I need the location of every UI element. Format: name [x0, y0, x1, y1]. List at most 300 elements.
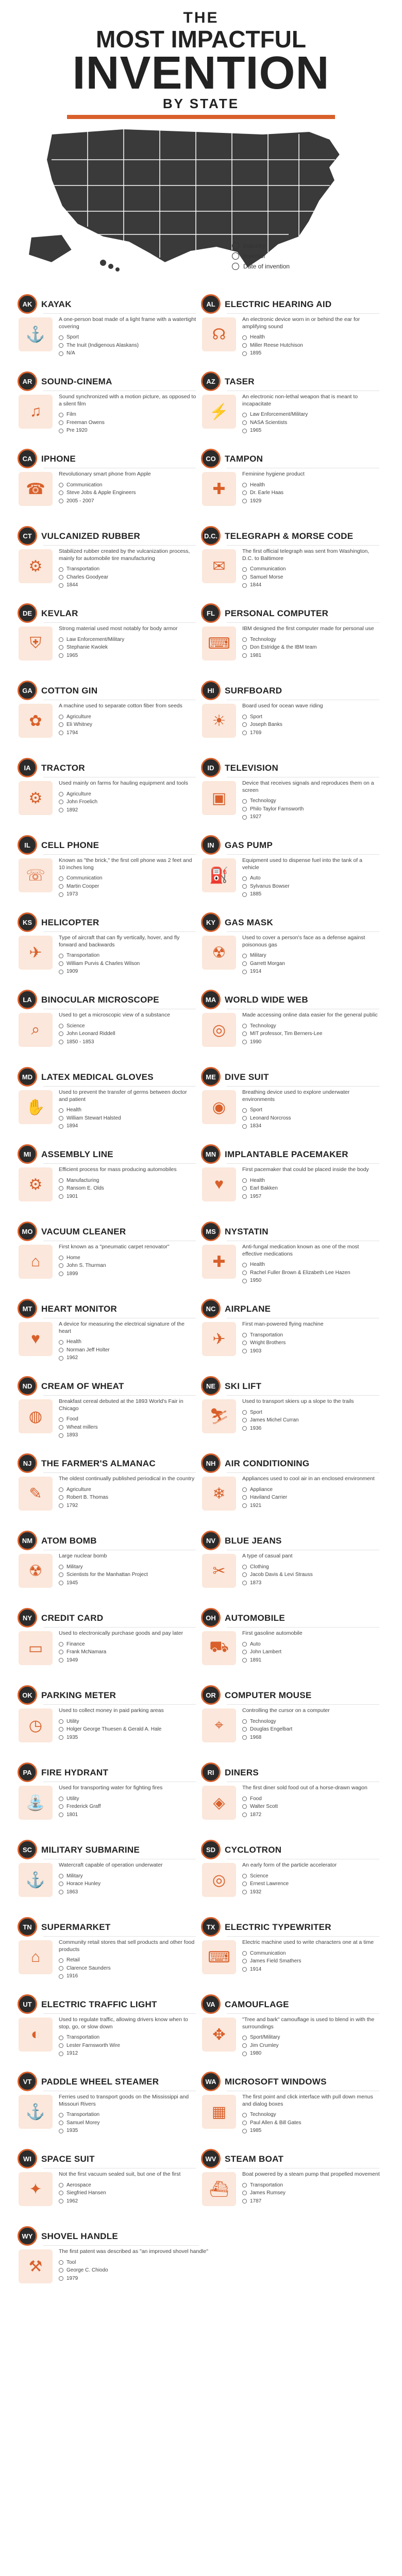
date-line: 1980: [242, 2049, 380, 2058]
invention-description: The first official telegraph was sent from Washington, D.C. to Baltimore: [242, 548, 370, 562]
industry-line: Utility: [59, 1795, 197, 1803]
date-line: 2005 - 2007: [59, 497, 197, 505]
industry-line: Sport: [242, 713, 380, 721]
invention-title: TASER: [225, 376, 255, 386]
invention-card: [201, 598, 384, 675]
invention-card: [201, 984, 384, 1061]
inventor-line: Douglas Engelbart: [242, 1725, 380, 1734]
industry-line: Technology: [242, 636, 380, 644]
invention-description: Stabilized rubber created by the vulcanization process, mainly for automobile tire manufacturing: [59, 548, 190, 562]
industry-line: Law Enforcement/Military: [59, 636, 197, 644]
card-divider: [43, 1086, 196, 1087]
inventor-icon: [59, 1882, 63, 1886]
state-badge: VA: [201, 1994, 221, 2014]
invention-description: A machine used to separate cotton fiber from seeds: [59, 703, 182, 709]
calendar-icon: [59, 351, 63, 356]
invention-card: [201, 366, 384, 443]
invention-icon: ⛽: [202, 858, 236, 892]
date-line: N/A: [59, 349, 197, 358]
calendar-icon: [242, 2199, 247, 2204]
calendar-icon: [242, 815, 247, 820]
state-badge: NY: [18, 1608, 37, 1628]
card-divider: [43, 2245, 199, 2246]
invention-card: [18, 1061, 201, 1139]
state-badge: SC: [18, 1840, 37, 1859]
inventor-icon: [232, 252, 239, 260]
invention-icon: ❄: [202, 1477, 236, 1511]
inventor-line: Sylvanus Bowser: [242, 883, 380, 891]
invention-icon: ♥: [19, 1322, 53, 1356]
industry-icon: [59, 2260, 63, 2265]
industry-line: Transportation: [59, 2111, 197, 2119]
industry-icon: [59, 1797, 63, 1801]
industry-line: Manufacturing: [59, 1177, 197, 1185]
invention-card: [201, 1911, 384, 1989]
calendar-icon: [59, 731, 63, 735]
invention-card: [18, 443, 201, 520]
invention-title: PARKING METER: [41, 1690, 116, 1700]
inventor-line: James Field Smathers: [242, 1957, 380, 1965]
date-line: 1903: [242, 1347, 380, 1355]
invention-title: CAMOUFLAGE: [225, 1999, 289, 2009]
calendar-icon: [242, 892, 247, 897]
invention-icon: ⌨: [202, 626, 236, 660]
calendar-icon: [59, 499, 63, 503]
card-divider: [227, 854, 379, 855]
industry-line: Health: [242, 1177, 380, 1185]
industry-line: Technology: [242, 797, 380, 805]
industry-line: Technology: [242, 1718, 380, 1726]
calendar-icon: [59, 429, 63, 433]
invention-description: Equipment used to dispense fuel into the tank of a vehicle: [242, 857, 362, 871]
legend-industry: Industry: [232, 242, 290, 249]
calendar-icon: [242, 1890, 247, 1894]
legend: [232, 242, 290, 273]
inventor-line: Philo Taylor Farnsworth: [242, 805, 380, 814]
invention-icon: ◐: [19, 2018, 53, 2052]
invention-icon: ◍: [19, 1399, 53, 1433]
inventor-line: Holger George Thuesen & Gerald A. Hale: [59, 1725, 197, 1734]
inventor-line: Jacob Davis & Levi Strauss: [242, 1571, 380, 1579]
title-most: MOST IMPACTFUL: [96, 26, 306, 53]
state-badge: KY: [201, 912, 221, 932]
industry-icon: [242, 483, 247, 487]
state-badge: VT: [18, 2072, 37, 2091]
date-line: 1863: [59, 1888, 197, 1896]
card-divider: [43, 1627, 196, 1628]
invention-description: A type of casual pant: [242, 1553, 293, 1559]
industry-line: Military: [59, 1872, 197, 1880]
calendar-icon: [242, 1279, 247, 1283]
industry-icon: [59, 792, 63, 796]
invention-card: [18, 1293, 201, 1370]
invention-icon: ◈: [202, 1786, 236, 1820]
invention-description: Feminine hygiene product: [242, 471, 305, 477]
industry-line: Appliance: [242, 1486, 380, 1494]
invention-title: AIRPLANE: [225, 1303, 271, 1314]
inventor-icon: [59, 2121, 63, 2125]
industry-icon: [59, 715, 63, 719]
inventor-line: Steve Jobs & Apple Engineers: [59, 489, 197, 497]
calendar-icon: [242, 1503, 247, 1508]
date-line: 1968: [242, 1734, 380, 1742]
invention-icon: ✈: [19, 936, 53, 970]
invention-title: SOUND-CINEMA: [41, 376, 112, 386]
card-divider: [227, 1395, 379, 1396]
inventor-line: Samuel Morse: [242, 573, 380, 582]
inventor-line: William Purvis & Charles Wilson: [59, 960, 197, 968]
calendar-icon: [59, 1974, 63, 1979]
us-map: [0, 118, 402, 289]
invention-title: ELECTRIC TYPEWRITER: [225, 1922, 331, 1932]
date-line: 1962: [59, 1354, 197, 1362]
invention-card: [18, 1370, 201, 1448]
inventor-icon: [59, 961, 63, 966]
invention-card: [201, 1370, 384, 1448]
invention-description: Board used for ocean wave riding: [242, 703, 323, 709]
date-line: 1932: [242, 1888, 380, 1896]
inventor-line: Martin Cooper: [59, 883, 197, 891]
inventor-icon: [242, 2121, 247, 2125]
calendar-icon: [59, 2199, 63, 2204]
state-badge: SD: [201, 1840, 221, 1859]
state-badge: OR: [201, 1685, 221, 1705]
industry-icon: [59, 1719, 63, 1724]
invention-icon: ◉: [202, 1090, 236, 1124]
inventor-line: Paul Allen & Bill Gates: [242, 2119, 380, 2127]
invention-title: CREDIT CARD: [41, 1613, 104, 1623]
industry-line: Transportation: [242, 2181, 380, 2190]
inventor-line: Dr. Earle Haas: [242, 489, 380, 497]
inventor-line: Miller Reese Hutchison: [242, 342, 380, 350]
invention-card: [18, 829, 201, 907]
industry-icon: [242, 567, 247, 572]
industry-icon: [59, 413, 63, 417]
inventor-line: Freeman Owens: [59, 419, 197, 427]
card-divider: [227, 545, 379, 546]
industry-icon: [242, 2113, 247, 2117]
invention-icon: ⌂: [19, 1940, 53, 1974]
inventor-line: Ernest Lawrence: [242, 1880, 380, 1888]
date-line: 1965: [59, 652, 197, 660]
invention-title: PADDLE WHEEL STEAMER: [41, 2076, 159, 2087]
calendar-icon: [242, 1124, 247, 1129]
invention-description: A device for measuring the electrical signature of the heart: [59, 1321, 185, 1334]
industry-line: Transportation: [59, 565, 197, 573]
industry-icon: [242, 1719, 247, 1724]
calendar-icon: [59, 808, 63, 812]
invention-icon: ⚙: [19, 549, 53, 583]
invention-icon: ⚙: [19, 781, 53, 815]
inventor-icon: [59, 1263, 63, 1268]
calendar-icon: [242, 429, 247, 433]
invention-icon: ☀: [202, 704, 236, 738]
card-divider: [227, 313, 379, 314]
invention-icon: ▦: [202, 2095, 236, 2129]
date-line: 1893: [59, 1431, 197, 1439]
inventor-icon: [242, 2191, 247, 2195]
invention-card: [18, 1602, 201, 1680]
invention-title: ELECTRIC TRAFFIC LIGHT: [41, 1999, 157, 2009]
calendar-icon: [59, 1356, 63, 1361]
industry-line: Tool: [59, 2259, 380, 2267]
industry-line: Communication: [242, 565, 380, 573]
inventor-icon: [59, 1116, 63, 1121]
state-badge: NC: [201, 1299, 221, 1318]
date-line: 1965: [242, 427, 380, 435]
invention-icon: ✦: [19, 2172, 53, 2206]
invention-card: [18, 1757, 201, 1834]
invention-icon: ♫: [19, 395, 53, 429]
invention-description: An electronic device worn in or behind the ear for amplifying sound: [242, 316, 360, 330]
invention-icon: ⚙: [19, 1167, 53, 1201]
calendar-icon: [242, 1040, 247, 1044]
state-badge: CA: [18, 449, 37, 468]
calendar-icon: [242, 351, 247, 356]
state-badge: AR: [18, 371, 37, 391]
industry-line: Military: [59, 1563, 197, 1571]
industry-line: Transportation: [59, 952, 197, 960]
inventor-icon: [242, 420, 247, 425]
invention-card: [18, 984, 201, 1061]
invention-card: [18, 1834, 201, 1911]
invention-card: [18, 907, 201, 984]
inventor-icon: [242, 1186, 247, 1191]
invention-description: Used to cover a person's face as a defense against poisonous gas: [242, 935, 365, 948]
invention-description: IBM designed the first computer made for personal use: [242, 625, 374, 632]
industry-line: Law Enforcement/Military: [242, 411, 380, 419]
inventor-line: The Inuit (Indigenous Alaskans): [59, 342, 197, 350]
inventor-icon: [242, 1495, 247, 1500]
invention-card: [18, 675, 201, 752]
industry-icon: [242, 1024, 247, 1028]
invention-title: VACUUM CLEANER: [41, 1226, 126, 1236]
state-badge: CO: [201, 449, 221, 468]
industry-line: Food: [242, 1795, 380, 1803]
invention-title: PERSONAL COMPUTER: [225, 608, 329, 618]
invention-card: [201, 1757, 384, 1834]
inventor-line: Charles Goodyear: [59, 573, 197, 582]
date-line: 1873: [242, 1579, 380, 1587]
date-line: 1891: [242, 1656, 380, 1665]
inventor-line: Ransom E. Olds: [59, 1184, 197, 1193]
invention-description: The oldest continually published periodical in the country: [59, 1476, 195, 1482]
invention-title: CELL PHONE: [41, 840, 99, 850]
invention-description: Not the first vacuum sealed suit, but one of the first: [59, 2171, 181, 2177]
industry-icon: [59, 1417, 63, 1422]
invention-icon: ⛟: [202, 1631, 236, 1665]
invention-description: An electronic non-lethal weapon that is meant to incapacitate: [242, 394, 358, 407]
inventor-icon: [242, 1418, 247, 1422]
inventor-icon: [59, 490, 63, 495]
invention-icon: ⚒: [19, 2249, 53, 2283]
invention-card: [18, 2143, 201, 2221]
invention-title: HEART MONITOR: [41, 1303, 118, 1314]
invention-description: Breathing device used to explore underwater environments: [242, 1089, 350, 1103]
industry-icon: [242, 1565, 247, 1569]
inventor-icon: [59, 1572, 63, 1577]
invention-icon: ☊: [202, 317, 236, 351]
invention-title: LATEX MEDICAL GLOVES: [41, 1072, 154, 1082]
industry-icon: [59, 483, 63, 487]
date-line: 1894: [59, 1122, 197, 1130]
date-line: 1834: [242, 1122, 380, 1130]
date-line: 1872: [242, 1811, 380, 1819]
invention-title: ATOM BOMB: [41, 1535, 97, 1546]
inventor-line: James Rumsey: [242, 2189, 380, 2197]
state-badge: ID: [201, 758, 221, 777]
inventor-icon: [59, 343, 63, 348]
invention-description: The first patent was described as "an improved shovel handle": [59, 2248, 208, 2255]
industry-line: Technology: [242, 1022, 380, 1030]
card-divider: [43, 854, 196, 855]
state-badge: MD: [18, 1067, 37, 1087]
state-badge: MO: [18, 1222, 37, 1241]
inventor-line: Haviland Carrier: [242, 1494, 380, 1502]
date-line: 1892: [59, 806, 197, 815]
invention-card: [18, 1139, 201, 1216]
invention-icon: ⌨: [202, 1940, 236, 1974]
state-badge: FL: [201, 603, 221, 623]
invention-icon: ☢: [19, 1554, 53, 1588]
industry-icon: [242, 1642, 247, 1647]
invention-card: [201, 829, 384, 907]
invention-icon: ⚓: [19, 317, 53, 351]
invention-icon: ⛴: [202, 2172, 236, 2206]
inventor-icon: [242, 1882, 247, 1886]
inventor-icon: [242, 343, 247, 348]
invention-title: THE FARMER'S ALMANAC: [41, 1458, 156, 1468]
invention-title: CYCLOTRON: [225, 1844, 282, 1855]
invention-card: [18, 2066, 201, 2143]
industry-icon: [59, 2036, 63, 2040]
state-badge: OK: [18, 1685, 37, 1705]
invention-card: [201, 520, 384, 598]
invention-icon: ☢: [202, 936, 236, 970]
invention-card: [201, 907, 384, 984]
inventor-line: Samuel Morey: [59, 2119, 197, 2127]
calendar-icon: [242, 1658, 247, 1663]
invention-description: The first point and click interface with pull down menus and dialog boxes: [242, 2094, 373, 2107]
invention-title: MICROSOFT WINDOWS: [225, 2076, 327, 2087]
industry-icon: [242, 335, 247, 340]
calendar-icon: [59, 2276, 63, 2281]
invention-icon: ◎: [202, 1013, 236, 1047]
invention-icon: ✂: [202, 1554, 236, 1588]
calendar-icon: [242, 2129, 247, 2133]
calendar-icon: [59, 892, 63, 897]
calendar-icon: [242, 583, 247, 588]
state-badge: DE: [18, 603, 37, 623]
industry-icon: [59, 954, 63, 958]
inventor-line: Joseph Banks: [242, 721, 380, 729]
date-line: 1990: [242, 1038, 380, 1046]
inventor-icon: [59, 1495, 63, 1500]
invention-title: HELICOPTER: [41, 917, 99, 927]
invention-title: BINOCULAR MICROSCOPE: [41, 994, 159, 1005]
card-divider: [43, 2013, 196, 2014]
invention-description: Appliances used to cool air in an enclosed environment: [242, 1476, 375, 1482]
card-divider: [43, 545, 196, 546]
invention-icon: ✎: [19, 1477, 53, 1511]
date-line: 1850 - 1853: [59, 1038, 197, 1046]
invention-description: A one-person boat made of a light frame with a watertight covering: [59, 316, 196, 330]
invention-icon: ☎: [19, 472, 53, 506]
date-line: 1949: [59, 1656, 197, 1665]
invention-card: [201, 1293, 384, 1370]
inventor-icon: [242, 807, 247, 811]
industry-icon: [59, 637, 63, 642]
inventor-icon: [59, 1804, 63, 1809]
industry-icon: [242, 1487, 247, 1492]
invention-icon: ♥: [202, 1167, 236, 1201]
date-line: 1794: [59, 729, 197, 737]
card-divider: [227, 1704, 379, 1705]
calendar-icon: [242, 1735, 247, 1740]
state-badge: WV: [201, 2149, 221, 2168]
invention-description: First pacemaker that could be placed inside the body: [242, 1166, 369, 1173]
industry-line: Retail: [59, 1956, 197, 1964]
invention-title: GAS MASK: [225, 917, 274, 927]
inventor-icon: [242, 1116, 247, 1121]
state-badge: MI: [18, 1144, 37, 1164]
card-divider: [227, 1472, 379, 1473]
calendar-icon: [59, 2052, 63, 2056]
state-badge: CT: [18, 526, 37, 546]
card-divider: [227, 931, 379, 932]
date-line: 1787: [242, 2197, 380, 2206]
invention-card: [201, 1525, 384, 1602]
calendar-icon: [59, 1124, 63, 1129]
industry-line: Communication: [242, 1950, 380, 1958]
invention-description: Controlling the cursor on a computer: [242, 1707, 330, 1714]
date-line: 1935: [59, 2127, 197, 2135]
industry-line: Sport: [242, 1106, 380, 1114]
card-divider: [227, 1163, 379, 1164]
inventor-line: Eli Whitney: [59, 721, 197, 729]
legend-inventor: Inventor: [232, 252, 290, 260]
state-badge: UT: [18, 1994, 37, 2014]
industry-line: Health: [242, 333, 380, 342]
invention-card: [201, 1834, 384, 1911]
state-badge: MT: [18, 1299, 37, 1318]
date-line: 1792: [59, 1502, 197, 1510]
invention-icon: ☏: [19, 858, 53, 892]
invention-title: CREAM OF WHEAT: [41, 1381, 124, 1391]
inventor-icon: [59, 1650, 63, 1654]
industry-icon: [242, 1178, 247, 1183]
inventor-icon: [59, 884, 63, 889]
invention-card: [18, 752, 201, 829]
invention-card: [201, 2143, 384, 2221]
invention-icon: ⌂: [19, 1245, 53, 1279]
state-badge: WY: [18, 2226, 37, 2246]
state-badge: NJ: [18, 1453, 37, 1473]
state-badge: NV: [201, 1531, 221, 1550]
industry-line: Sport: [59, 333, 197, 342]
industry-line: Home: [59, 1254, 197, 1262]
date-line: 1962: [59, 2197, 197, 2206]
invention-card: [18, 520, 201, 598]
invention-description: Type of aircraft that can fly vertically, hover, and fly forward and backwards: [59, 935, 180, 948]
inventor-line: Horace Hunley: [59, 1880, 197, 1888]
invention-description: Strong material used most notably for body armor: [59, 625, 178, 632]
inventor-icon: [59, 1186, 63, 1191]
industry-icon: [59, 1487, 63, 1492]
state-badge: OH: [201, 1608, 221, 1628]
inventor-line: Stephanie Kwolek: [59, 643, 197, 652]
invention-card: [201, 443, 384, 520]
